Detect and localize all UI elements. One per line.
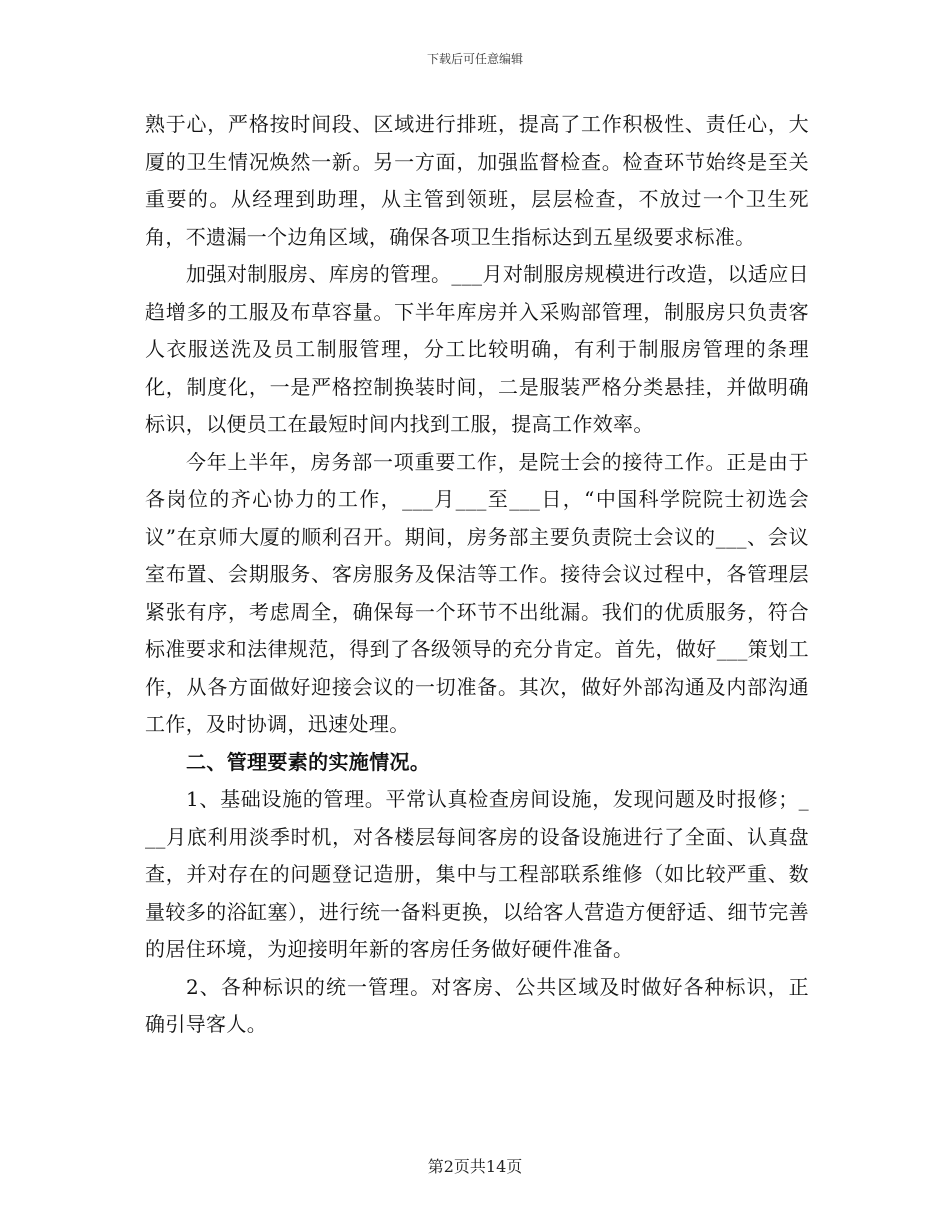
document-body — [145, 106, 809, 1044]
page-number: 第2页共14页 — [427, 1157, 523, 1176]
paragraph-academician-meeting: 今年上半年，房务部一项重要工作，是院士会的接待工作。正是由于各岗位的齐心协力的工作，___月___至___日，“中国科学院院士初选会议”在京师大厦的顺利召开。期间，房务部主要负责院士会议的___、会议室布置、会期服务、客房服务及保洁等工作。接待会议过程中，各管理层紧张有序，考虑周全，确保每一个环节不出纰漏。我们的优质服务，符合标准要求和法律规范，得到了各级领导的充分肯定。首先，做好___策划工作，从各方面做好迎接会议的一切准备。其次，做好外部沟通及内部沟通工作，及时协调，迅速处理。 — [145, 449, 809, 736]
section-heading: 二、管理要素的实施情况。 — [186, 749, 431, 774]
page-header-note: 下载后可任意编辑 — [426, 52, 523, 66]
paragraph-facility-management: 1、基础设施的管理。平常认真检查房间设施，发现问题及时报修；___月底利用淡季时机，对各楼层每间客房的设备设施进行了全面、认真盘查，并对存在的问题登记造册，集中与工程部联系维修（如比较严重、数量较多的浴缸塞），进行统一备料更换，以给客人营造方便舒适、细节完善的居住环境，为迎接明年新的客房任务做好硬件准备。 — [145, 787, 809, 961]
paragraph-uniform-room: 加强对制服房、库房的管理。___月对制服房规模进行改造，以适应日趋增多的工服及布草容量。下半年库房并入采购部管理，制服房只负责客人衣服送洗及员工制服管理，分工比较明确，有利于制服房管理的条理化，制度化，一是严格控制换装时间，二是服装严格分类悬挂，并做明确标识，以便员工在最短时间内找到工服，提高工作效率。 — [145, 262, 809, 436]
paragraph-continued: 熟于心，严格按时间段、区域进行排班，提高了工作积极性、责任心，大厦的卫生情况焕然一新。另一方面，加强监督检查。检查环节始终是至关重要的。从经理到助理，从主管到领班，层层检查，不放过一个卫生死角，不遗漏一个边角区域，确保各项卫生指标达到五星级要求标准。 — [145, 112, 809, 249]
paragraph-signage-management: 2、各种标识的统一管理。对客房、公共区域及时做好各种标识，正确引导客人。 — [145, 974, 809, 1036]
